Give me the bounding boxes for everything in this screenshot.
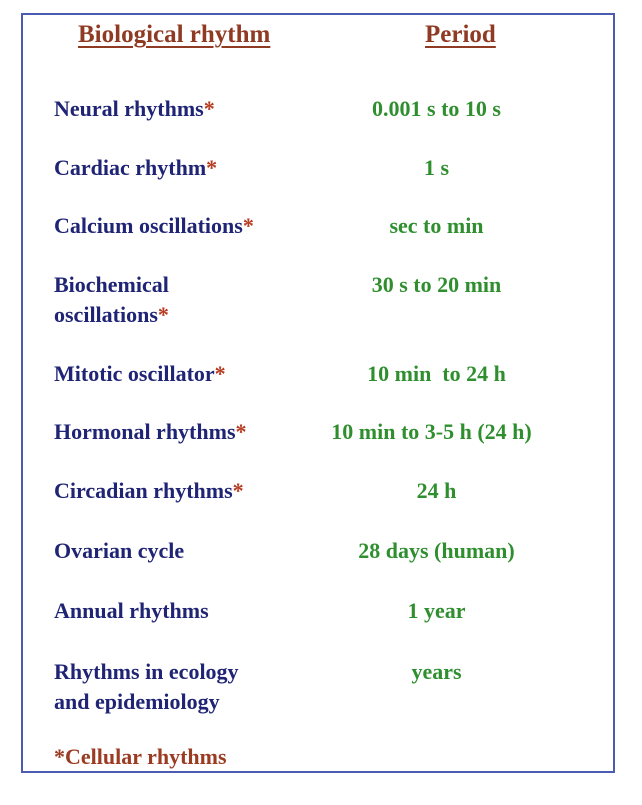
rhythm-name-text: Circadian rhythms	[54, 478, 233, 503]
cellular-asterisk: *	[214, 361, 226, 386]
rhythm-name-text: Mitotic oscillator	[54, 361, 215, 386]
rhythm-name	[54, 596, 209, 626]
rhythm-name	[54, 359, 226, 389]
rhythm-name	[54, 211, 254, 241]
rhythm-name	[54, 657, 239, 717]
rhythm-name	[54, 94, 215, 124]
rhythm-period: 30 s to 20 min	[371, 272, 502, 297]
rhythm-name-text: Calcium oscillations	[54, 213, 243, 238]
cellular-asterisk: *	[242, 213, 254, 238]
rhythm-name-text: Ovarian cycle	[54, 538, 185, 563]
cellular-asterisk: *	[235, 419, 247, 444]
rhythm-name	[54, 536, 184, 566]
rhythm-name-text: Cardiac rhythm	[54, 155, 207, 180]
cellular-asterisk: *	[203, 96, 215, 121]
rhythm-period: 1 s	[423, 155, 450, 180]
rhythm-period: 24 h	[416, 478, 457, 503]
rhythm-name-line1: Biochemical	[54, 272, 169, 297]
rhythm-period: 10 min to 3-5 h (24 h)	[331, 419, 532, 444]
rhythm-name	[54, 417, 247, 447]
rhythm-period: 1 year	[407, 598, 466, 623]
rhythm-period: 10 min to 24 h	[367, 361, 506, 386]
rhythm-name-line1: Rhythms in ecology	[54, 659, 239, 684]
rhythm-name-line2: oscillations	[54, 302, 158, 327]
rhythm-period: years	[411, 659, 462, 684]
cellular-asterisk: *	[206, 155, 218, 180]
rhythm-name	[54, 476, 244, 506]
rhythm-period: sec to min	[389, 213, 484, 238]
rhythm-name-text: Hormonal rhythms	[54, 419, 236, 444]
rhythm-name-text: Neural rhythms	[54, 96, 204, 121]
footnote-cellular-rhythms: *Cellular rhythms	[54, 744, 227, 769]
header-period: Period	[425, 21, 496, 48]
rhythm-name	[54, 270, 169, 330]
cellular-asterisk: *	[232, 478, 244, 503]
rhythm-name	[54, 153, 217, 183]
rhythm-name-line2: and epidemiology	[54, 689, 220, 714]
rhythm-period: 28 days (human)	[358, 538, 515, 563]
header-biological-rhythm: Biological rhythm	[78, 21, 271, 48]
rhythm-name-text: Annual rhythms	[54, 598, 209, 623]
cellular-asterisk: *	[157, 302, 169, 327]
rhythm-period: 0.001 s to 10 s	[372, 96, 501, 121]
rhythm-name-line2-wrap	[54, 300, 169, 330]
